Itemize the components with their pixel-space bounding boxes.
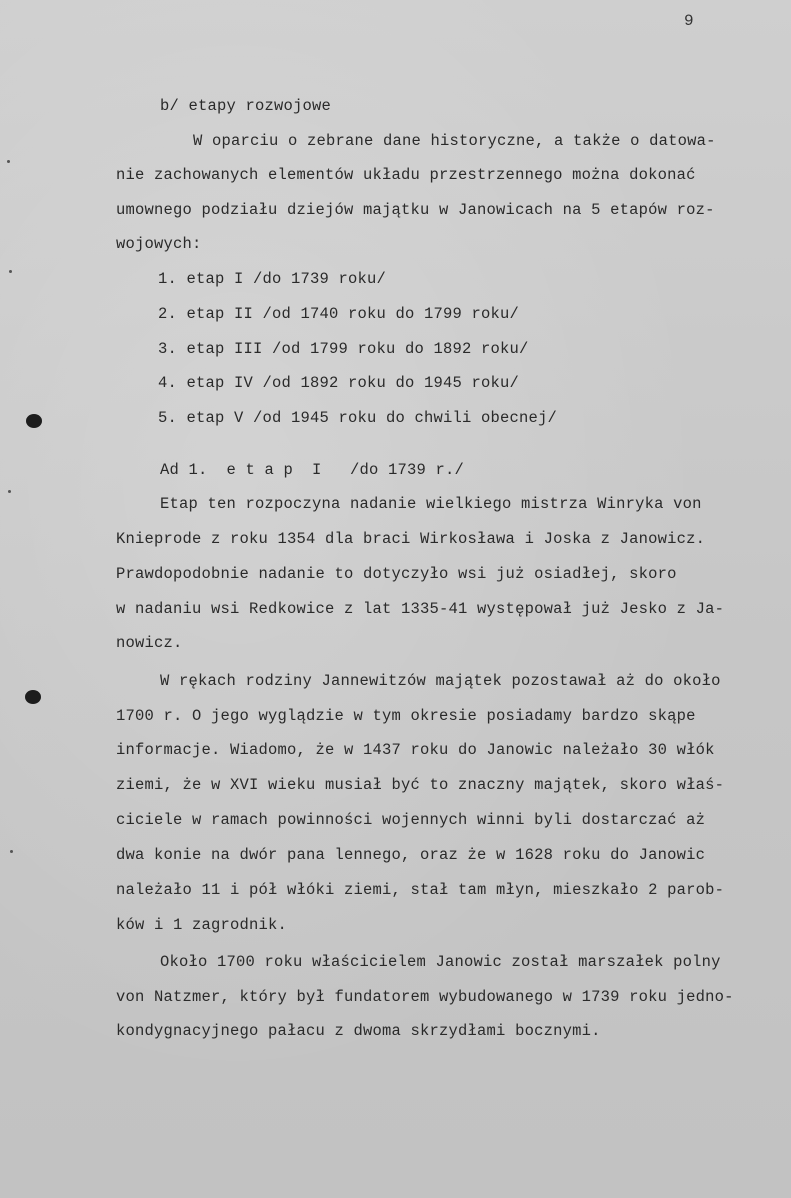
paragraph-line: informacje. Wiadomo, że w 1437 roku do Janowic należało 30 włók xyxy=(116,741,715,759)
stage-item: 2. etap II /od 1740 roku do 1799 roku/ xyxy=(158,305,520,323)
stage-item: 1. etap I /do 1739 roku/ xyxy=(158,270,387,288)
section-heading: b/ etapy rozwojowe xyxy=(160,97,332,115)
punch-hole-upper xyxy=(26,414,42,428)
paragraph-line: należało 11 i pół włóki ziemi, stał tam młyn, mieszkało 2 parob- xyxy=(116,881,725,899)
paragraph-line: W rękach rodziny Jannewitzów majątek pozostawał aż do około xyxy=(160,672,721,690)
paragraph-line: kondygnacyjnego pałacu z dwoma skrzydłami bocznymi. xyxy=(116,1022,601,1040)
paragraph-line: 1700 r. O jego wyglądzie w tym okresie posiadamy bardzo skąpe xyxy=(116,707,696,725)
stage-item: 4. etap IV /od 1892 roku do 1945 roku/ xyxy=(158,374,520,392)
paragraph-line: von Natzmer, który był fundatorem wybudowanego w 1739 roku jedno- xyxy=(116,988,734,1006)
paragraph-line: Około 1700 roku właścicielem Janowic został marszałek polny xyxy=(160,953,721,971)
margin-speck xyxy=(7,160,10,163)
punch-hole-lower xyxy=(25,690,41,704)
paragraph-line: Knieprode z roku 1354 dla braci Wirkosława i Joska z Janowicz. xyxy=(116,530,706,548)
intro-line: nie zachowanych elementów układu przestrzennego można dokonać xyxy=(116,166,696,184)
stage-heading: Ad 1. e t a p I /do 1739 r./ xyxy=(160,461,465,479)
paragraph-line: dwa konie na dwór pana lennego, oraz że w 1628 roku do Janowic xyxy=(116,846,706,864)
paragraph-line: Etap ten rozpoczyna nadanie wielkiego mistrza Winryka von xyxy=(160,495,702,513)
stage-item: 3. etap III /od 1799 roku do 1892 roku/ xyxy=(158,340,529,358)
paragraph-line: Prawdopodobnie nadanie to dotyczyło wsi już osiadłej, skoro xyxy=(116,565,677,583)
intro-line: W oparciu o zebrane dane historyczne, a także o datowa- xyxy=(193,132,716,150)
stage-item: 5. etap V /od 1945 roku do chwili obecnej/ xyxy=(158,409,558,427)
paragraph-line: ciciele w ramach powinności wojennych winni byli dostarczać aż xyxy=(116,811,706,829)
margin-speck xyxy=(8,490,11,493)
paragraph-line: ków i 1 zagrodnik. xyxy=(116,916,288,934)
paragraph-line: w nadaniu wsi Redkowice z lat 1335-41 występował już Jesko z Ja- xyxy=(116,600,725,618)
paragraph-line: ziemi, że w XVI wieku musiał być to znaczny majątek, skoro właś- xyxy=(116,776,725,794)
intro-line: wojowych: xyxy=(116,235,202,253)
margin-speck xyxy=(9,270,12,273)
page-number: 9 xyxy=(684,12,694,30)
paragraph-line: nowicz. xyxy=(116,634,183,652)
margin-speck xyxy=(10,850,13,853)
intro-line: umownego podziału dziejów majątku w Janowicach na 5 etapów roz- xyxy=(116,201,715,219)
